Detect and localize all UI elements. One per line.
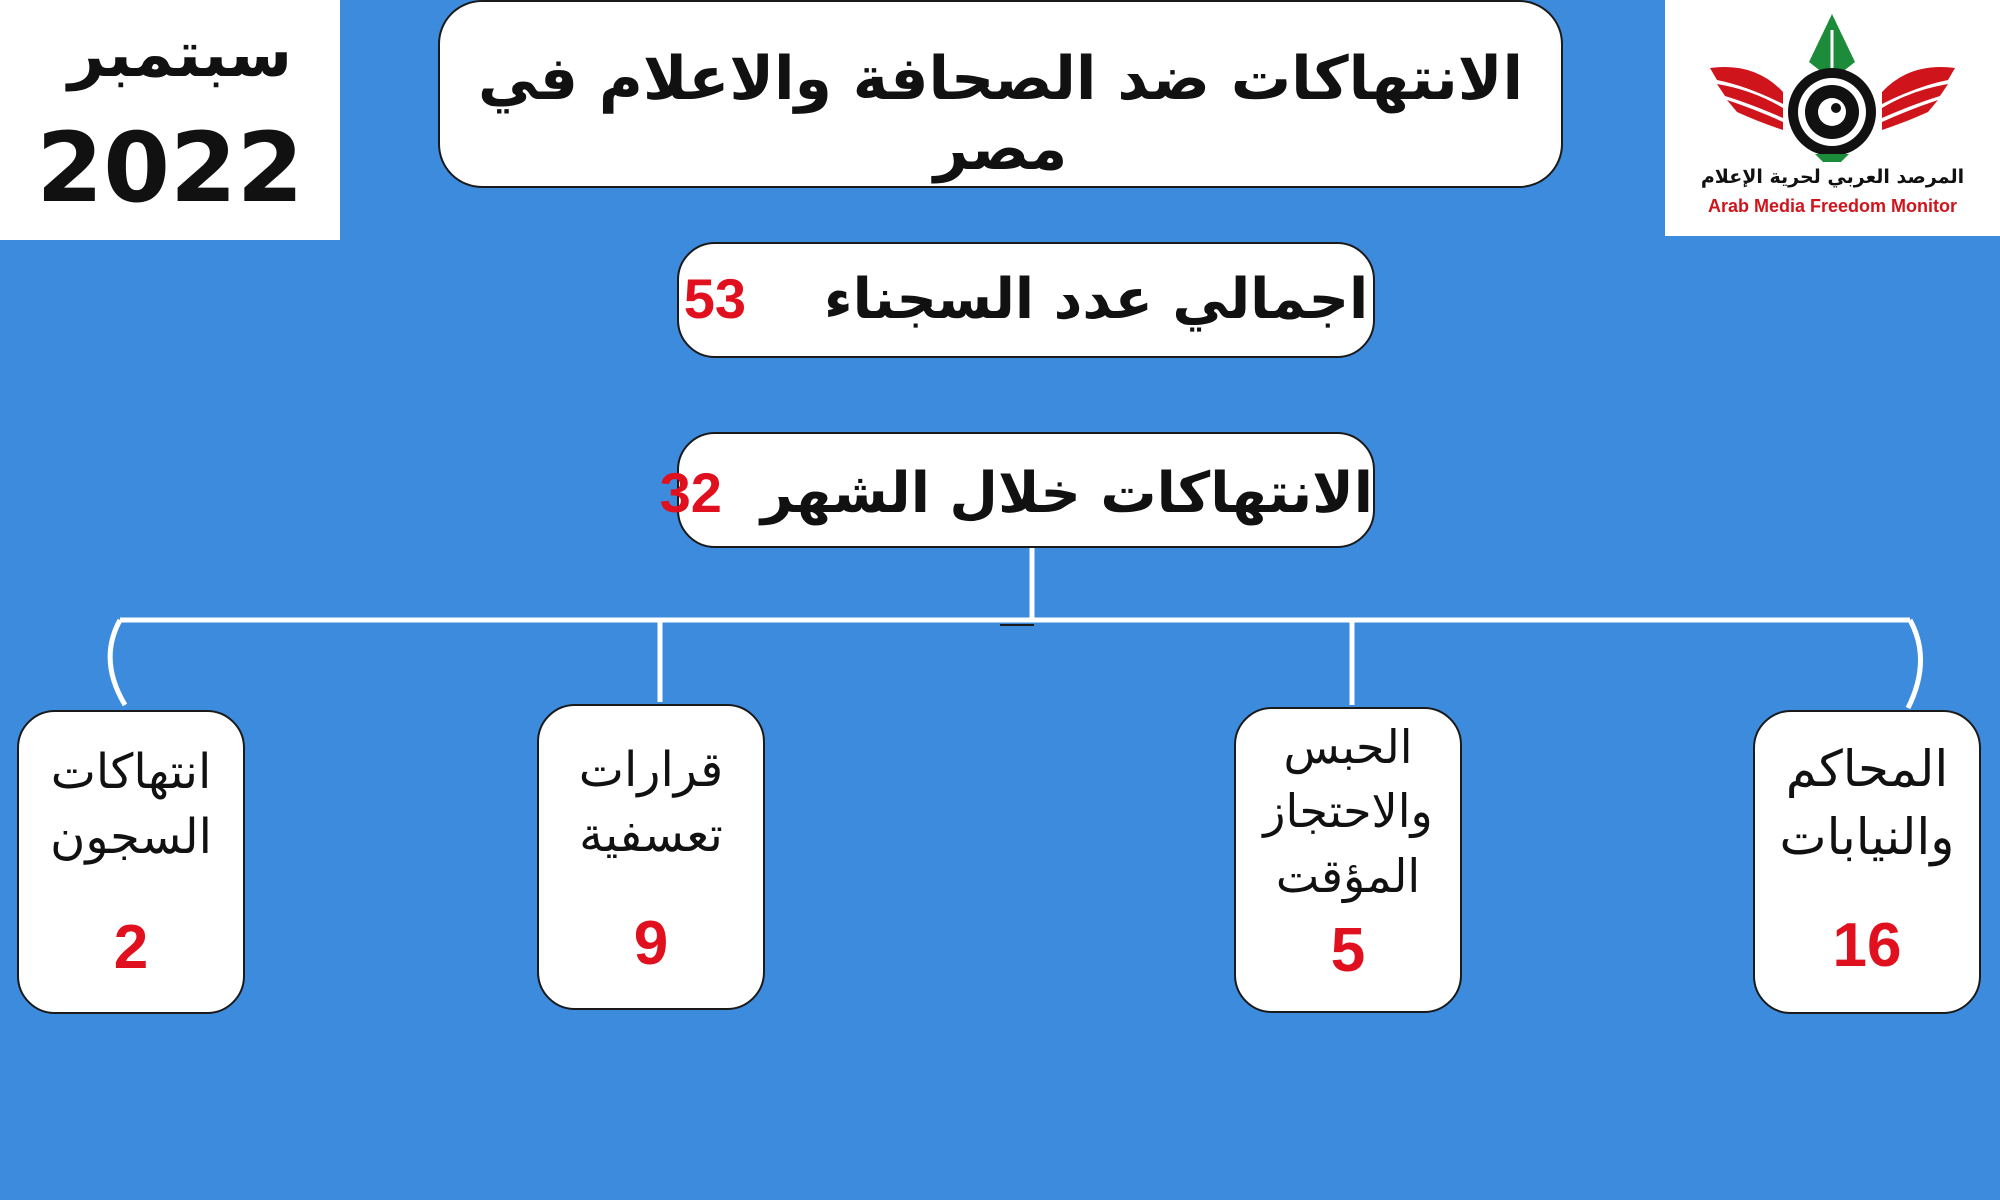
monthly-violations-line bbox=[659, 460, 1373, 526]
date-month: سبتمبر bbox=[67, 18, 292, 92]
category-courts-prosecutions bbox=[1753, 710, 1981, 1014]
branch-left-curve bbox=[110, 620, 125, 705]
category-label: قرارات تعسفية bbox=[578, 742, 724, 863]
total-prisoners-box bbox=[677, 242, 1375, 358]
category-value: 9 bbox=[633, 909, 669, 978]
category-label: انتهاكات السجون bbox=[50, 744, 212, 865]
title-box bbox=[438, 0, 1563, 188]
category-value: 16 bbox=[1832, 911, 1902, 980]
category-temporary-detention bbox=[1234, 707, 1462, 1013]
total-prisoners-line bbox=[679, 266, 1373, 332]
total-prisoners-label: اجمالي عدد السجناء bbox=[824, 267, 1369, 332]
page-title: الانتهاكات ضد الصحافة والاعلام في مصر bbox=[477, 44, 1524, 184]
monthly-violations-value: 32 bbox=[659, 461, 722, 524]
date-year: 2022 bbox=[36, 112, 304, 224]
category-value: 2 bbox=[113, 913, 149, 982]
total-prisoners-value: 53 bbox=[683, 267, 747, 330]
category-arbitrary-decisions bbox=[537, 704, 765, 1010]
category-label: المحاكم والنيابات bbox=[1779, 740, 1955, 866]
monthly-violations-label: الانتهاكات خلال الشهر bbox=[760, 461, 1373, 526]
logo-name-english: Arab Media Freedom Monitor bbox=[1707, 196, 1958, 216]
monthly-violations-box bbox=[659, 432, 1375, 548]
monitor-logo-icon bbox=[1665, 0, 2000, 166]
category-value: 5 bbox=[1330, 916, 1366, 985]
logo-name-arabic: المرصد العربي لحرية الإعلام bbox=[1700, 166, 1965, 188]
branch-right-curve bbox=[1908, 620, 1921, 708]
category-label: الحبس والاحتجاز المؤقت bbox=[1263, 720, 1433, 903]
date-panel bbox=[0, 0, 340, 240]
logo-panel bbox=[1665, 0, 2000, 236]
category-prison-violations bbox=[17, 710, 245, 1014]
